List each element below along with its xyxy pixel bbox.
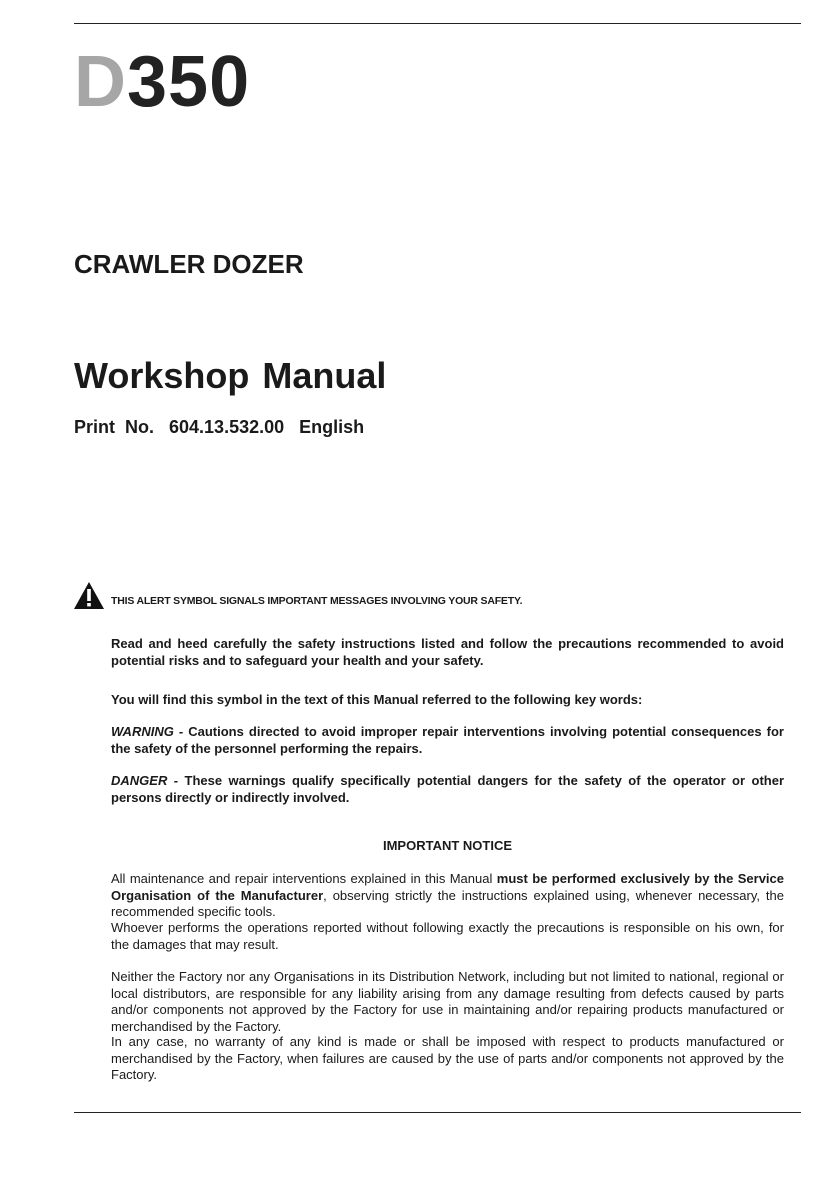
print-label: Print No. xyxy=(74,417,154,437)
print-language: English xyxy=(299,417,365,437)
machine-type: CRAWLER DOZER xyxy=(74,249,304,279)
print-number: 604.13.532.00 xyxy=(169,417,285,437)
warning-paragraph xyxy=(111,724,784,757)
model-prefix: D xyxy=(74,42,127,122)
notice-paragraph-1 xyxy=(111,871,784,921)
alert-text: THIS ALERT SYMBOL SIGNALS IMPORTANT MESSAGES INVOLVING YOUR SAFETY. xyxy=(111,595,523,607)
warning-label: WARNING - xyxy=(111,724,184,739)
notice-paragraph-4: In any case, no warranty of any kind is made or shall be imposed with respect to products manufactured or merchandised by the Factory, when failures are caused by the use of parts and/or components not approved by the Factory. xyxy=(111,1034,784,1082)
warning-text: Cautions directed to avoid improper repair interventions involving potential consequences for the safety of the personnel performing the repairs. xyxy=(111,724,784,756)
safety-intro: Read and heed carefully the safety instructions listed and follow the precautions recommended to avoid potential risks and to safeguard your health and your safety. xyxy=(111,636,784,668)
safety-alert-row xyxy=(74,582,801,612)
warning-triangle-icon xyxy=(74,582,104,609)
notice-p1-start: All maintenance and repair interventions explained in this Manual xyxy=(111,871,497,886)
top-rule xyxy=(74,23,801,24)
model-title xyxy=(74,42,251,122)
danger-text: These warnings qualify specifically potential dangers for the safety of the operator or other persons directly or indirectly involved. xyxy=(111,773,784,805)
notice-paragraph-3: Neither the Factory nor any Organisations in its Distribution Network, including but not limited to national, regional or local distributors, are responsible for any liability arising from any damage resulting from defects caused by parts and/or components not approved by the Factory for use in maintaining and/or repairing products manufactured or merchandised by the Factory. xyxy=(111,969,784,1034)
model-number: 350 xyxy=(127,42,251,122)
notice-paragraph-2: Whoever performs the operations reported without following exactly the precautions is responsible on his own, for the damages that may result. xyxy=(111,920,784,952)
important-notice-heading: IMPORTANT NOTICE xyxy=(382,838,513,853)
bottom-rule xyxy=(74,1112,801,1113)
manual-title: Workshop Manual xyxy=(74,355,387,396)
danger-label: DANGER - xyxy=(111,773,179,788)
print-number-line xyxy=(74,418,364,436)
notice-p1-bold: must be performed exclusively by the Service Organisation of the Manufacturer xyxy=(111,871,784,903)
keywords-intro: You will find this symbol in the text of this Manual referred to the following key words: xyxy=(111,692,643,707)
notice-p1-end: , observing strictly the instructions explained using, whenever necessary, the recommended specific tools. xyxy=(111,887,784,919)
danger-paragraph xyxy=(111,773,784,806)
